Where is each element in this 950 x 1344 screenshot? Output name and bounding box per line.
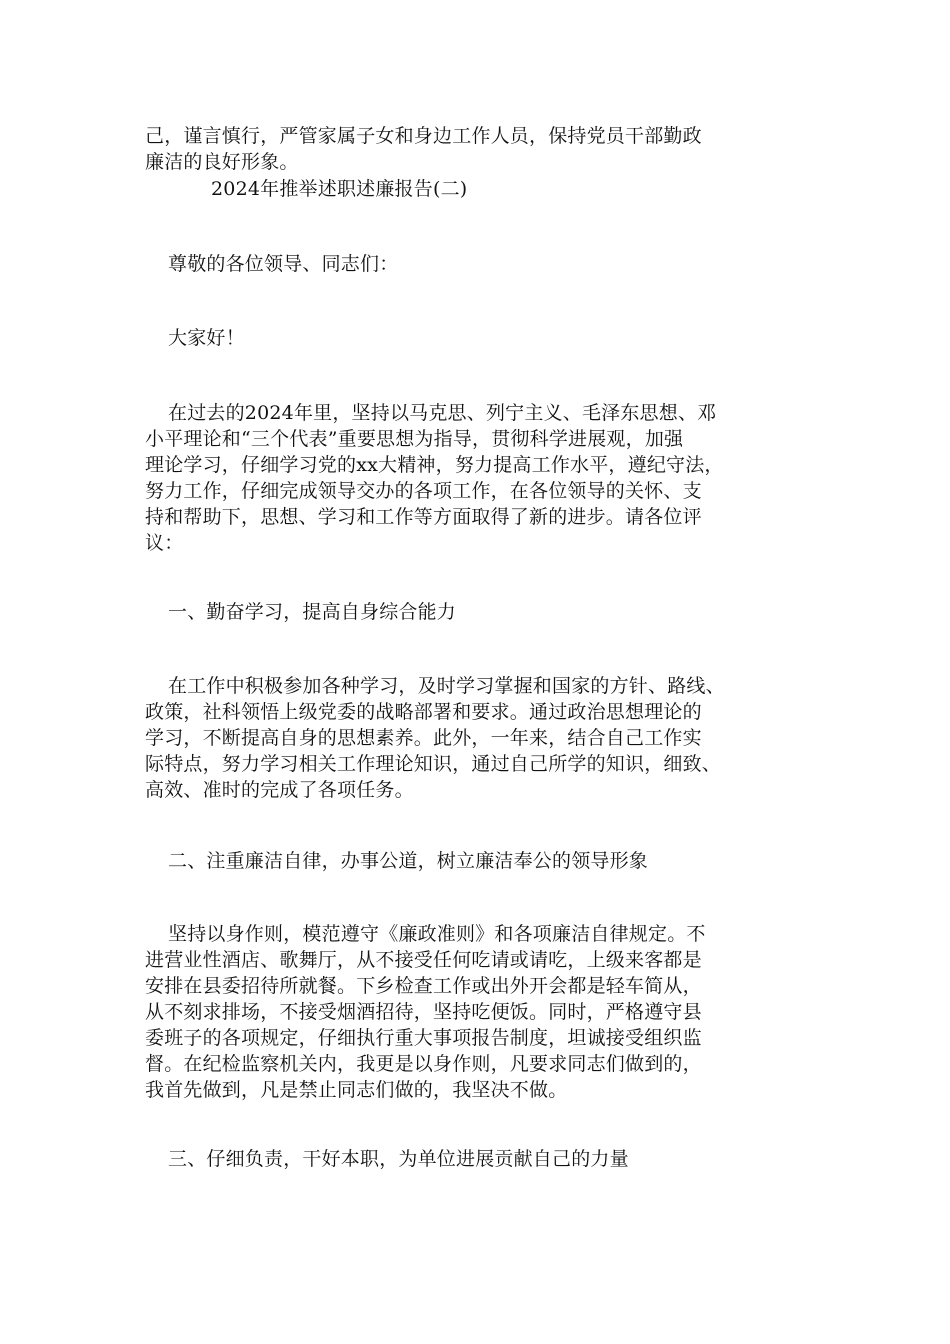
paragraph-2-line: 督。在纪检监察机关内，我更是以身作则，凡要求同志们做到的， (145, 1053, 702, 1075)
paragraph-2-line: 安排在县委招待所就餐。下乡检查工作或出外开会都是轻车简从， (145, 975, 702, 997)
section-heading-2: 二、注重廉洁自律，办事公道，树立廉洁奉公的领导形象 (168, 850, 649, 872)
paragraph-1-line: 际特点，努力学习相关工作理论知识，通过自己所学的知识，细致、 (145, 753, 722, 775)
salutation: 尊敬的各位领导、同志们： (168, 253, 399, 275)
section-heading-3: 三、仔细负责，干好本职，为单位进展贡献自己的力量 (168, 1148, 629, 1170)
paragraph-2-line: 从不刻求排场，不接受烟酒招待，坚持吃便饭。同时，严格遵守县 (145, 1001, 702, 1023)
paragraph-1-line: 学习，不断提高自身的思想素养。此外，一年来，结合自己工作实 (145, 727, 702, 749)
continuation-line: 己，谨言慎行，严管家属子女和身边工作人员，保持党员干部勤政 (145, 125, 702, 147)
paragraph-2-line: 我首先做到，凡是禁止同志们做的，我坚决不做。 (145, 1079, 568, 1101)
intro-line: 小平理论和“三个代表”重要思想为指导，贯彻科学进展观，加强 (145, 428, 684, 450)
intro-line: 努力工作，仔细完成领导交办的各项工作，在各位领导的关怀、支 (145, 480, 702, 502)
paragraph-1-line: 在工作中积极参加各种学习，及时学习掌握和国家的方针、路线、 (168, 675, 725, 697)
section-heading-1: 一、勤奋学习，提高自身综合能力 (168, 601, 457, 623)
continuation-line: 廉洁的良好形象。 (145, 151, 299, 173)
paragraph-1-line: 高效、准时的完成了各项任务。 (145, 779, 414, 801)
paragraph-2-line: 坚持以身作则，模范遵守《廉政准则》和各项廉洁自律规定。不 (168, 923, 706, 945)
paragraph-2-line: 进营业性酒店、歌舞厅，从不接受任何吃请或请吃，上级来客都是 (145, 949, 702, 971)
intro-line: 理论学习，仔细学习党的xx大精神，努力提高工作水平，遵纪守法， (145, 454, 724, 476)
paragraph-1-line: 政策，社科领悟上级党委的战略部署和要求。通过政治思想理论的 (145, 701, 702, 723)
intro-line: 议： (145, 532, 184, 554)
greeting: 大家好！ (168, 327, 245, 349)
intro-line: 持和帮助下，思想、学习和工作等方面取得了新的进步。请各位评 (145, 506, 702, 528)
document-title: 2024年推举述职述廉报告(二) (211, 178, 468, 200)
intro-line: 在过去的2024年里，坚持以马克思、列宁主义、毛泽东思想、邓 (168, 402, 717, 424)
paragraph-2-line: 委班子的各项规定，仔细执行重大事项报告制度，坦诚接受组织监 (145, 1027, 702, 1049)
